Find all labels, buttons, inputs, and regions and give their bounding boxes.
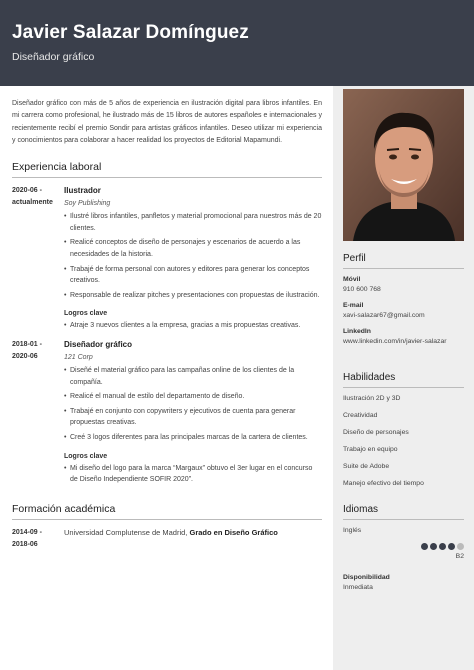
achievement-item: • Atraje 3 nuevos clientes a la empresa, gracias a mis propuestas creativas. [64, 320, 322, 332]
job-dates [12, 339, 64, 489]
profile-section [343, 253, 464, 353]
bullet-item: • Realicé el manual de estilo del departamento de diseño. [64, 391, 322, 403]
profile-photo [343, 89, 464, 241]
level-dot-empty [457, 543, 464, 550]
languages-section [343, 504, 464, 560]
job-company: 121 Corp [64, 353, 93, 361]
language-name: Inglés [343, 527, 362, 534]
education-degree: Grado en Diseño Gráfico [189, 527, 278, 537]
skill-item: Ilustración 2D y 3D [343, 395, 401, 402]
skill-item: Manejo efectivo del tiempo [343, 480, 424, 487]
skill-item: Trabajo en equipo [343, 446, 398, 453]
phone-value: 910 600 768 [343, 286, 381, 293]
date-start: 2020-06 - [12, 187, 42, 195]
level-dot-filled [421, 543, 428, 550]
skill-item: Diseño de personajes [343, 429, 409, 436]
job-company: Soy Publishing [64, 200, 111, 208]
achievement-bullets [64, 320, 322, 332]
availability-value: Inmediata [343, 584, 373, 591]
email-value[interactable]: xavi-salazar67@gmail.com [343, 312, 425, 319]
skills-section [343, 372, 464, 496]
education-dates [12, 527, 64, 551]
date-end: 2018-06 [12, 540, 38, 548]
education-line [64, 527, 322, 539]
date-start: 2018-01 - [12, 340, 42, 348]
languages-title: Idiomas [343, 504, 464, 520]
language-level: B2 [455, 553, 464, 560]
achievements-label: Logros clave [64, 452, 108, 460]
summary-text: Diseñador gráfico con más de 5 años de experiencia en ilustración digital para libros infantiles. En mi carrera como profesional, he ilustrado más de 15 libros de autores españoles e internacionales y recientemente recibí el premio Sondir para artistas gráficos infantiles. Deseo utilizar mi experiencia y conocimientos para colaborar a hacer realidad los proyectos de Editorial Mapamundi. [12, 100, 322, 144]
education-section-title: Formación académica [12, 503, 322, 520]
job-title: Diseñador gráfico [64, 339, 133, 349]
email-label: E-mail [343, 302, 364, 309]
bullet-item: • Trabajé en conjunto con copywriters y ejecutivos de cuenta para generar propuestas creativas. [64, 406, 322, 429]
date-end: actualmente [12, 199, 53, 207]
job-title: Ilustrador [64, 186, 101, 196]
education-body [64, 527, 322, 551]
achievement-item: • Mi diseño del logo para la marca “Margaux” obtuvo el 3er lugar en el concurso de Diseño Independiente SOFIR 2020”. [64, 463, 322, 486]
achievements-label: Logros clave [64, 310, 108, 318]
bullet-item: • Responsable de realizar pitches y presentaciones con propuestas de ilustración. [64, 290, 322, 302]
linkedin-label: LinkedIn [343, 328, 371, 335]
sidebar [333, 86, 474, 670]
availability-section [343, 573, 464, 599]
profile-title: Perfil [343, 253, 464, 269]
bullet-item: • Diseñé el material gráfico para las campañas online de los clientes de la compañía. [64, 365, 322, 388]
skill-item: Creatividad [343, 412, 378, 419]
level-dot-filled [448, 543, 455, 550]
experience-section-title: Experiencia laboral [12, 161, 322, 178]
education-entry [12, 527, 322, 551]
bullet-item: • Trabajé de forma personal con autores y editores para generar los conceptos creativos. [64, 264, 322, 287]
candidate-name: Javier Salazar Domínguez [12, 22, 249, 43]
availability-label: Disponibilidad [343, 574, 390, 581]
main-column [12, 98, 322, 551]
bullet-item: • Creé 3 logos diferentes para las principales marcas de la cartera de clientes. [64, 432, 322, 444]
achievement-bullets [64, 463, 322, 486]
candidate-role: Diseñador gráfico [12, 51, 95, 63]
job-entry [12, 185, 322, 335]
job-bullets [64, 365, 322, 444]
skills-title: Habilidades [343, 372, 464, 388]
bullet-item: • Realicé conceptos de diseño de personajes y escenarios de acuerdo a las necesidades de la historia. [64, 237, 322, 260]
phone-label: Móvil [343, 276, 361, 283]
level-dot-filled [439, 543, 446, 550]
job-body [64, 185, 322, 335]
date-start: 2014-09 - [12, 528, 42, 536]
job-entry [12, 339, 322, 489]
linkedin-value[interactable]: www.linkedin.com/in/javier-salazar [343, 338, 447, 345]
level-dot-filled [430, 543, 437, 550]
job-dates [12, 185, 64, 335]
resume-header [0, 0, 474, 86]
date-end: 2020-06 [12, 352, 38, 360]
skill-item: Suite de Adobe [343, 463, 390, 470]
job-bullets [64, 211, 322, 301]
education-institution: Universidad Complutense de Madrid, [64, 527, 188, 537]
job-body [64, 339, 322, 489]
language-level-dots [343, 543, 464, 550]
bullet-item: • Ilustré libros infantiles, panfletos y material promocional para nuestros más de 20 clientes. [64, 211, 322, 234]
profile-photo-image [343, 89, 464, 241]
